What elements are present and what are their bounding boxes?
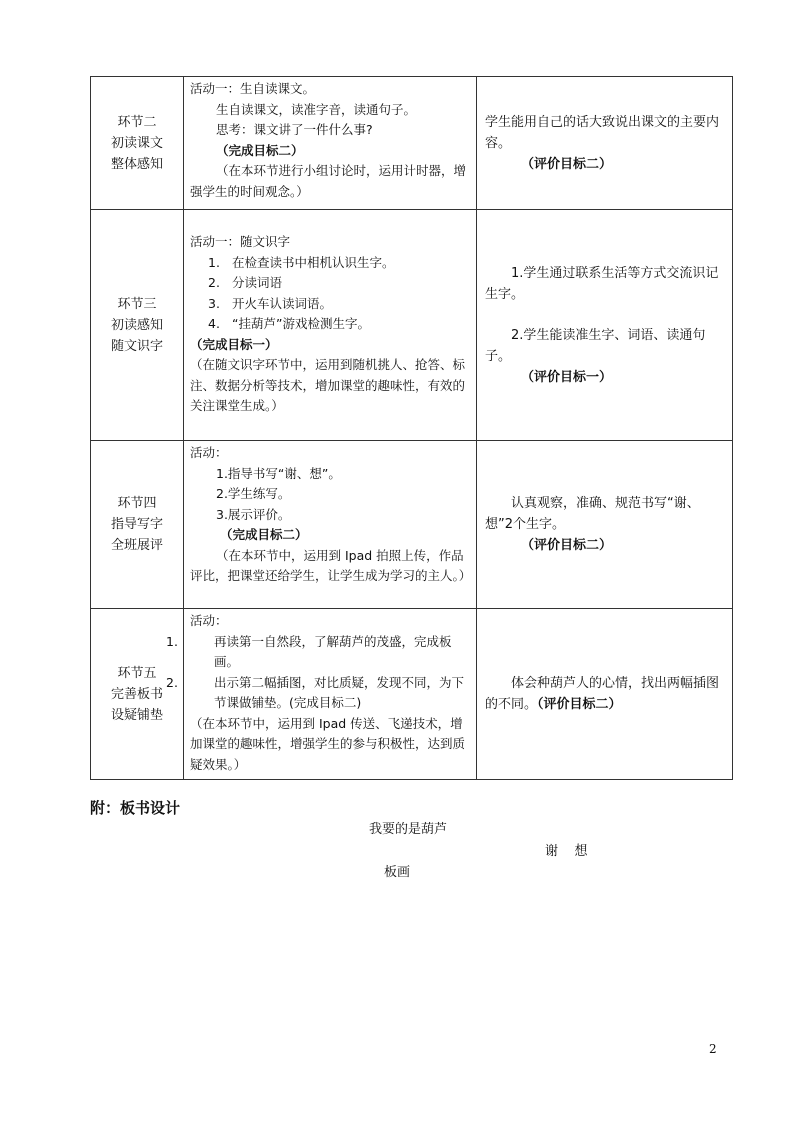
activity-item: 3.展示评价。 xyxy=(216,506,291,522)
stage-title-line: 随文识字 xyxy=(110,338,163,354)
activity-title: 活动一：生自读课文。 xyxy=(190,81,316,96)
activity-title: 活动： xyxy=(190,613,228,628)
stage-title-line: 完善板书 xyxy=(110,686,163,702)
activity-title: 活动一：随文识字 xyxy=(190,234,291,249)
evaluation-cell xyxy=(477,210,733,441)
stage-number: 环节二 xyxy=(117,114,157,130)
evaluation-point: 2.学生能读准生字、词语、读通句子。 xyxy=(485,327,706,364)
appendix-title: 附：板书设计 xyxy=(90,799,181,817)
activity-item: 1. 再读第一自然段，了解葫芦的茂盛，完成板画。 xyxy=(166,633,452,669)
stage-title-line: 设疑铺垫 xyxy=(110,707,163,723)
evaluation-target: （评价目标二） xyxy=(521,156,613,172)
stage-row-2 xyxy=(91,77,733,210)
board-title: 我要的是葫芦 xyxy=(369,822,448,837)
activity-note: （在本环节中，运用到 Ipad 传送、飞递技术，增加课堂的趣味性，增强学生的参与积极性，达到质疑效果。） xyxy=(190,715,466,772)
evaluation-text: 学生能用自己的话大致说出课文的主要内容。 xyxy=(485,114,720,151)
activity-line: 生自读课文，读准字音，读通句子。 xyxy=(216,101,417,117)
evaluation-text: 认真观察，准确、规范书写“谢、想”2个生字。 xyxy=(485,496,700,532)
activity-cell xyxy=(184,441,477,609)
stage-title-line: 整体感知 xyxy=(110,156,163,172)
activity-note: （在本环节进行小组讨论时，运用计时器，增强学生的时间观念。） xyxy=(190,163,467,199)
evaluation-target: （评价目标二） xyxy=(537,697,622,712)
evaluation-cell xyxy=(477,609,733,780)
evaluation-point: 1.学生通过联系生活等方式交流识记生字。 xyxy=(485,265,719,302)
activity-goal: （完成目标二） xyxy=(216,142,304,158)
activity-note: （在随文识字环节中，运用到随机挑人、抢答、标注、数据分析等技术，增加课堂的趣味性，有效的关注课堂生成。） xyxy=(190,357,466,413)
activity-item: 1. 在检查读书中相机认识生字。 xyxy=(208,254,395,270)
evaluation-cell xyxy=(477,441,733,609)
evaluation-text: 体会种葫芦人的心情，找出两幅插图的不同。（评价目标二） xyxy=(485,676,720,712)
activity-item: 2. 出示第二幅插图，对比质疑，发现不同，为下节课做铺垫。(完成目标二) xyxy=(166,674,465,710)
stage-title-line: 全班展评 xyxy=(110,538,163,553)
board-characters: 谢 想 xyxy=(545,844,588,859)
stage-row-5 xyxy=(91,609,733,780)
activity-line: 思考：课文讲了一件什么事? xyxy=(216,122,373,137)
stage-name-cell xyxy=(91,210,184,441)
activity-item: 1.指导书写“谢、想”。 xyxy=(216,465,341,481)
stage-number: 环节五 xyxy=(117,665,157,681)
stage-name-cell xyxy=(91,77,184,210)
activity-goal: （完成目标一） xyxy=(190,336,278,352)
lesson-plan-table xyxy=(90,76,733,780)
activity-cell xyxy=(166,609,477,780)
stage-title-line: 指导写字 xyxy=(110,517,163,532)
activity-item: 2. 分读词语 xyxy=(208,275,283,290)
evaluation-target: （评价目标一） xyxy=(521,369,613,385)
stage-number: 环节四 xyxy=(117,496,157,511)
activity-note: （在本环节中，运用到 Ipad 拍照上传，作品评比，把课堂还给学生，让学生成为学习的主人。） xyxy=(190,547,472,583)
stage-name-cell xyxy=(91,441,184,609)
activity-item: 2.学生练写。 xyxy=(216,486,291,501)
stage-row-4 xyxy=(91,441,733,609)
evaluation-target: （评价目标二） xyxy=(521,538,613,553)
activity-item: 3. 开火车认读词语。 xyxy=(208,295,333,311)
activity-title: 活动： xyxy=(190,445,228,460)
activity-cell xyxy=(184,210,477,441)
stage-row-3 xyxy=(91,210,733,441)
stage-number: 环节三 xyxy=(117,296,157,312)
board-drawing-label: 板画 xyxy=(384,865,411,880)
activity-cell xyxy=(184,77,477,210)
activity-item: 4. “挂葫芦”游戏检测生字。 xyxy=(208,316,370,331)
stage-title-line: 初读感知 xyxy=(110,317,163,333)
page-number: 2 xyxy=(709,1042,717,1056)
activity-goal: （完成目标二） xyxy=(220,527,308,542)
evaluation-cell xyxy=(477,77,733,210)
stage-title-line: 初读课文 xyxy=(110,135,163,151)
